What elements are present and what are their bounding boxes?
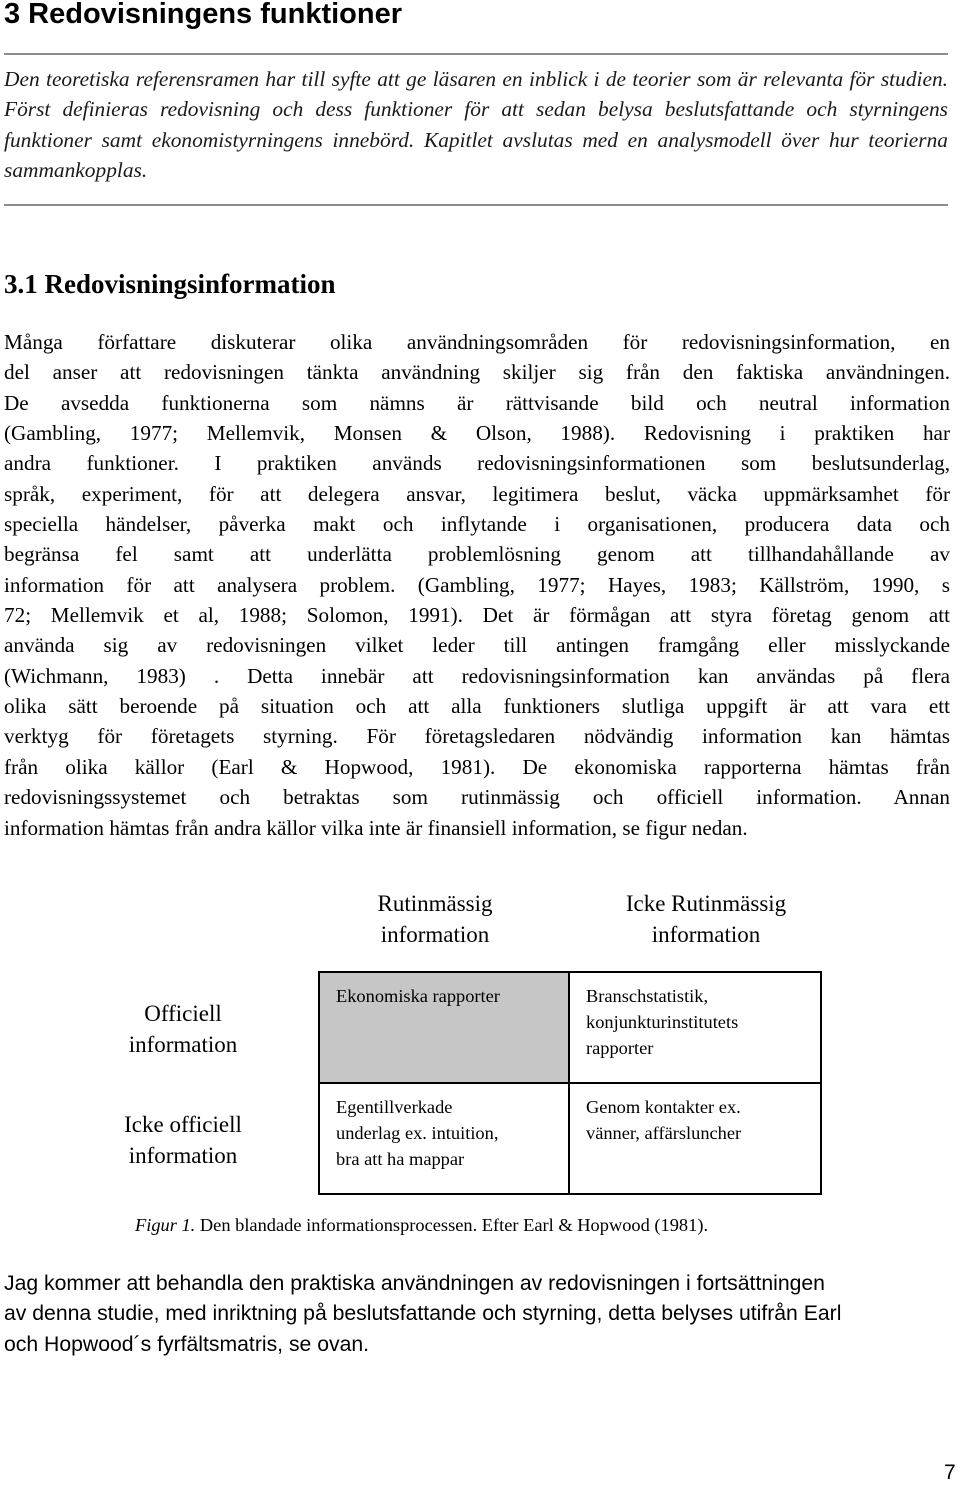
chapter-intro: Den teoretiska referensramen har till syfte att ge läsaren en inblick i de teorier som är relevanta för studien. Först definieras redovisning och dess funktioner för att sedan belysa beslutsfattande och styrningens funktioner samt ekonomistyrningens innebörd. Kapitlet avslutas med en analysmodell över hur teorierna sammankopplas. <box>4 67 948 183</box>
body-line: begränsa fel samt att underlätta problemlösning genom att tillhandahållande av <box>4 542 950 567</box>
body-line: språk, experiment, för att delegera ansvar, legitimera beslut, väcka uppmärksamhet för <box>4 481 950 506</box>
column-label-routine: Rutinmässig information <box>377 891 493 947</box>
body-line: information hämtas från andra källor vilka inte är finansiell information, se figur nedan. <box>4 815 748 840</box>
body-line: Många författare diskuterar olika användningsområden för redovisningsinformation, en <box>4 330 950 354</box>
figure-caption <box>135 1212 708 1238</box>
body-line: verktyg för företagets styrning. För företagsledaren nödvändig information kan hämtas <box>4 724 950 749</box>
matrix-cell-routine-official: Ekonomiska rapporter <box>320 973 570 1084</box>
body-line: del anser att redovisningen tänkta användning skiljer sig från den faktiska användningen. <box>4 360 950 385</box>
body-line: De avsedda funktionerna som nämns är rättvisande bild och neutral information <box>4 390 950 415</box>
body-line: speciella händelser, påverka makt och inflytande i organisationen, producera data och <box>4 512 950 537</box>
body-line: (Wichmann, 1983) . Detta innebär att redovisningsinformation kan användas på flera <box>4 663 950 688</box>
row-label-official: Officiell information <box>128 1001 238 1057</box>
chapter-title: 3 Redovisningens funktioner <box>4 0 402 30</box>
section-body <box>4 327 950 843</box>
information-matrix <box>318 971 822 1195</box>
section-title: 3.1 Redovisningsinformation <box>4 269 336 299</box>
closing-line: och Hopwood´s fyrfältsmatris, se ovan. <box>4 1332 370 1356</box>
divider-bottom <box>4 204 948 206</box>
body-line: olika sätt beroende på situation och att alla funktioners slutliga uppgift är att vara ett <box>4 694 950 719</box>
divider-top <box>4 53 948 55</box>
body-line: 72; Mellemvik et al, 1988; Solomon, 1991). Det är förmågan att styra företag genom att <box>4 603 950 628</box>
closing-line: Jag kommer att behandla den praktiska användningen av redovisningen i fortsättningen <box>4 1272 825 1295</box>
closing-line: av denna studie, med inriktning på beslutsfattande och styrning, detta belyses utifrån Earl <box>4 1302 842 1326</box>
body-line: information för att analysera problem. (Gambling, 1977; Hayes, 1983; Källström, 1990, s <box>4 572 950 597</box>
page-number: 7 <box>944 1461 956 1484</box>
figure-caption-label: Figur 1. <box>135 1215 196 1235</box>
column-label-nonroutine: Icke Rutinmässig information <box>625 891 787 947</box>
matrix-cell-routine-unofficial: Egentillverkade underlag ex. intuition, bra att ha mappar <box>320 1084 570 1194</box>
row-label-unofficial: Icke officiell information <box>124 1112 242 1168</box>
body-line: redovisningssystemet och betraktas som rutinmässig och officiell information. Annan <box>4 785 950 810</box>
body-line: använda sig av redovisningen vilket leder till antingen framgång eller misslyckande <box>4 633 950 658</box>
matrix-cell-nonroutine-official: Branschstatistik, konjunkturinstitutets rapporter <box>570 973 820 1084</box>
body-line: andra funktioner. I praktiken används redovisningsinformationen som beslutsunderlag, <box>4 451 950 476</box>
matrix-cell-nonroutine-unofficial: Genom kontakter ex. vänner, affärsluncher <box>586 1097 742 1143</box>
closing-paragraph <box>4 1269 948 1360</box>
body-line: från olika källor (Earl & Hopwood, 1981). De ekonomiska rapporterna hämtas från <box>4 754 950 779</box>
figure-caption-text: Den blandade informationsprocessen. Efter Earl & Hopwood (1981). <box>195 1215 709 1235</box>
body-line: (Gambling, 1977; Mellemvik, Monsen & Olson, 1988). Redovisning i praktiken har <box>4 421 950 446</box>
